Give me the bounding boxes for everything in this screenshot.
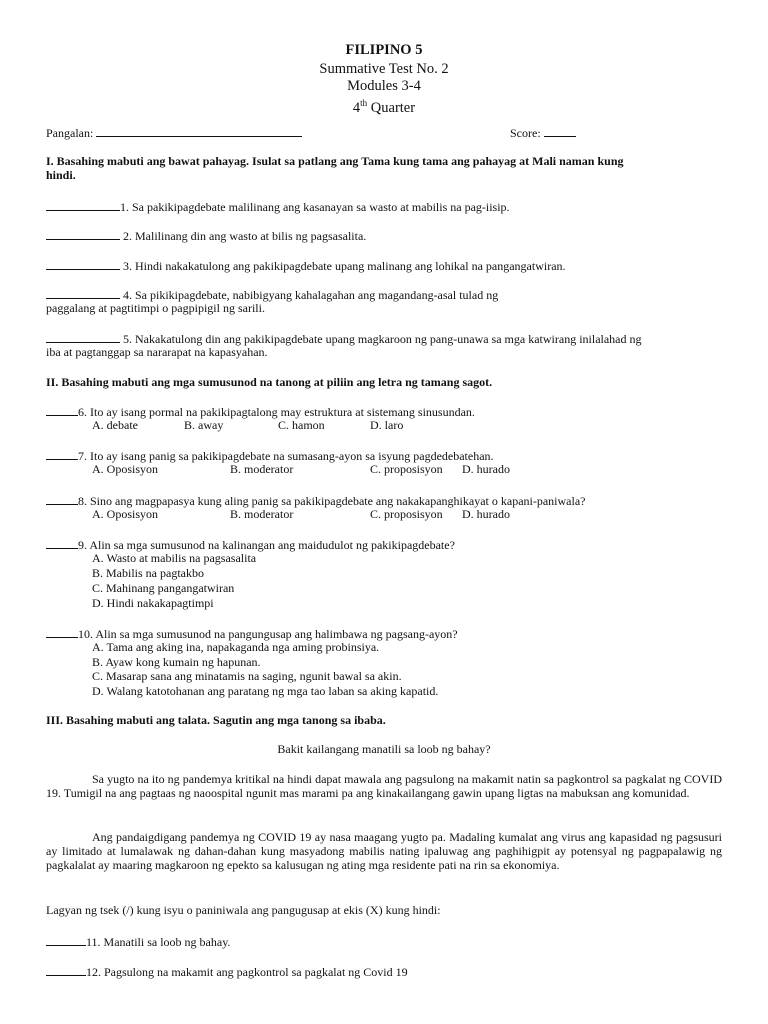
item-4 — [46, 287, 498, 302]
item-text: 4. Sa pikikipagdebate, nabibigyang kahalagahan ang magandang-asal tulad ng — [120, 288, 499, 302]
option-d[interactable]: D. laro — [370, 418, 404, 432]
part3-direction: Lagyan ng tsek (/) kung isyu o paniniwala ang pangugusap at ekis (X) kung hindi: — [46, 903, 441, 917]
question-10-option-d[interactable]: D. Walang katotohanan ang paratang ng mga tao laban sa aking kapatid. — [92, 684, 439, 698]
name-blank[interactable] — [96, 125, 302, 137]
modules-title: Modules 3-4 — [347, 78, 421, 94]
question-7-options — [92, 462, 512, 476]
option-d[interactable]: D. hurado — [462, 507, 510, 521]
answer-blank[interactable] — [46, 626, 78, 638]
passage-paragraph-1 — [46, 772, 722, 800]
option-d[interactable]: D. hurado — [462, 462, 510, 476]
question-text: 8. Sino ang magpapasya kung aling panig sa pakikipagdebate ang nakakapanghikayat o kapani-paniwala? — [78, 494, 586, 508]
item-text: 2. Malilinang din ang wasto at bilis ng pagsasalita. — [120, 229, 367, 243]
answer-blank[interactable] — [46, 448, 78, 460]
question-6 — [46, 404, 475, 419]
paragraph-text: Ang pandaigdigang pandemya ng COVID 19 ay nasa maagang yugto pa. Madaling kumalat ang virus ang kapasidad ng pagsusuri ay limitado at lumalawak ng dahan-dahan kung masyadong mabilis nating ipaluwag ang paghihigpit ay potensyal ng pagpapalawig ng pagkalalat ay maaring magkaroon ng epekto sa kalusugan ng ating mga residente pati na rin sa ekonomiya. — [46, 830, 722, 872]
part1-instruction-line1: I. Basahing mabuti ang bawat pahayag. Isulat sa patlang ang Tama kung tama ang pahayag at Mali naman kung — [46, 154, 624, 168]
score-label: Score: — [510, 126, 541, 140]
item-4-continuation: paggalang at pagtitimpi o pagpipigil ng sarili. — [46, 301, 265, 315]
item-text: 12. Pagsulong na makamit ang pagkontrol sa pagkalat ng Covid 19 — [86, 965, 408, 979]
answer-blank[interactable] — [46, 331, 120, 343]
question-9-option-c[interactable]: C. Mahinang pangangatwiran — [92, 581, 235, 595]
option-b[interactable]: B. away — [184, 418, 224, 432]
option-a[interactable]: A. debate — [92, 418, 138, 432]
part2-instruction: II. Basahing mabuti ang mga sumusunod na tanong at piliin ang letra ng tamang sagot. — [46, 375, 493, 389]
item-12 — [46, 964, 408, 979]
question-text: 9. Alin sa mga sumusunod na kalinangan ang maidudulot ng pakikipagdebate? — [78, 538, 455, 552]
item-text: 5. Nakakatulong din ang pakikipagdebate upang magkaroon ng pang-unawa sa mga katwirang inilalahad ng — [120, 332, 642, 346]
item-11 — [46, 934, 230, 949]
passage-paragraph-2 — [46, 830, 722, 872]
question-9-option-a[interactable]: A. Wasto at mabilis na pagsasalita — [92, 551, 257, 565]
question-10-option-b[interactable]: B. Ayaw kong kumain ng hapunan. — [92, 655, 261, 669]
part1-instruction-line2: hindi. — [46, 168, 76, 182]
option-c[interactable]: C. hamon — [278, 418, 325, 432]
subject-title: FILIPINO 5 — [345, 42, 423, 58]
item-1 — [46, 199, 510, 214]
item-2 — [46, 228, 366, 243]
answer-blank[interactable] — [46, 258, 120, 270]
passage-title: Bakit kailangang manatili sa loob ng bahay? — [277, 742, 491, 756]
option-c[interactable]: C. proposisyon — [370, 462, 443, 476]
option-a[interactable]: A. Oposisyon — [92, 462, 159, 476]
answer-blank[interactable] — [46, 493, 78, 505]
item-text: 11. Manatili sa loob ng bahay. — [86, 935, 231, 949]
question-10-option-a[interactable]: A. Tama ang aking ina, napakaganda nga aming probinsiya. — [92, 640, 380, 654]
item-text: 1. Sa pakikipagdebate malilinang ang kasanayan sa wasto at mabilis na pag-iisip. — [120, 200, 510, 214]
answer-blank[interactable] — [46, 199, 120, 211]
answer-blank[interactable] — [46, 228, 120, 240]
question-10-option-c[interactable]: C. Masarap sana ang minatamis na saging, ngunit bawal sa akin. — [92, 669, 402, 683]
question-9-option-b[interactable]: B. Mabilis na pagtakbo — [92, 566, 204, 580]
test-title: Summative Test No. 2 — [319, 61, 449, 77]
answer-blank[interactable] — [46, 537, 78, 549]
item-text: 3. Hindi nakakatulong ang pakikipagdebate upang malinang ang lohikal na pangangatwiran. — [120, 259, 566, 273]
answer-blank[interactable] — [46, 964, 86, 976]
question-text: 10. Alin sa mga sumusunod na pangungusap ang halimbawa ng pagsang-ayon? — [78, 627, 458, 641]
question-8 — [46, 493, 586, 508]
option-c[interactable]: C. proposisyon — [370, 507, 443, 521]
quarter-title — [0, 95, 768, 117]
question-9 — [46, 537, 455, 552]
question-10 — [46, 626, 458, 641]
score-field — [510, 125, 576, 140]
option-b[interactable]: B. moderator — [230, 507, 294, 521]
question-7 — [46, 448, 494, 463]
answer-blank[interactable] — [46, 287, 120, 299]
quarter-suffix: th — [360, 98, 368, 108]
answer-blank[interactable] — [46, 934, 86, 946]
quarter-word: Quarter — [367, 99, 416, 116]
question-text: 7. Ito ay isang panig sa pakikipagdebate na sumasang-ayon sa isyung pagdedebatehan. — [78, 449, 494, 463]
option-a[interactable]: A. Oposisyon — [92, 507, 159, 521]
question-text: 6. Ito ay isang pormal na pakikipagtalong may estruktura at sistemang sinusundan. — [78, 405, 475, 419]
item-3 — [46, 258, 566, 273]
item-5-continuation: iba at pagtanggap sa nararapat na kapasyahan. — [46, 345, 268, 359]
question-8-options — [92, 507, 512, 521]
paragraph-text: Sa yugto na ito ng pandemya kritikal na hindi dapat mawala ang pagsulong na makamit natin sa pagkontrol sa pagkalat ng COVID 19. Tumigil na ang pagtaas ng naoospital ngunit mas marami pa ang kinakailangang gawin upang ligtas na mabuksan ang komunidad. — [46, 772, 722, 800]
answer-blank[interactable] — [46, 404, 78, 416]
name-field — [46, 125, 302, 140]
quarter-number: 4 — [352, 99, 361, 116]
name-label: Pangalan: — [46, 126, 94, 140]
score-blank[interactable] — [544, 125, 576, 137]
part3-instruction: III. Basahing mabuti ang talata. Sagutin ang mga tanong sa ibaba. — [46, 713, 386, 727]
question-6-options — [92, 418, 492, 432]
question-9-option-d[interactable]: D. Hindi nakakapagtimpi — [92, 596, 214, 610]
option-b[interactable]: B. moderator — [230, 462, 294, 476]
item-5 — [46, 331, 642, 346]
